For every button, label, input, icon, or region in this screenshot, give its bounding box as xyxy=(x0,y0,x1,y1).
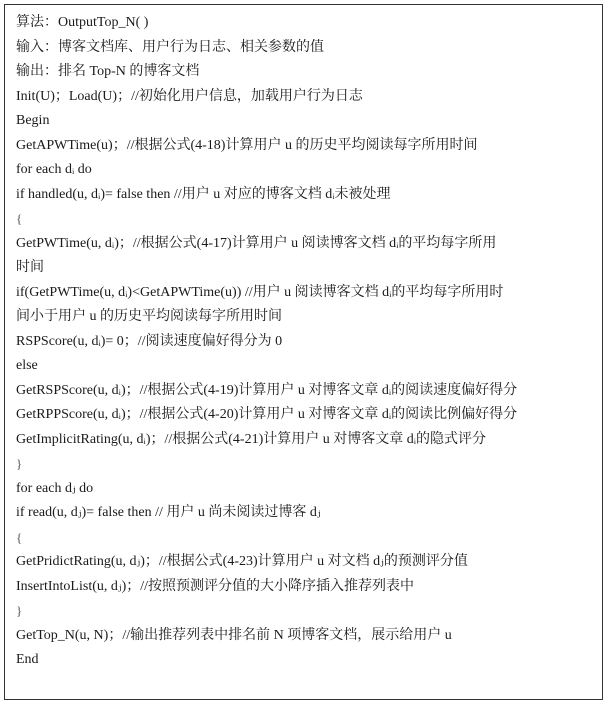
code-line-if-compare: if(GetPWTime(u, dᵢ)<GetAPWTime(u)) //用户 u 阅读博客文档 dᵢ的平均每字所用时 xyxy=(16,284,504,300)
code-line-getpwtime-cont: 时间 xyxy=(16,260,44,275)
code-line-for-each-di: for each dᵢ do xyxy=(16,162,92,177)
algorithm-title: 算法：OutputTop_N( ) xyxy=(16,15,149,30)
code-line-if-compare-cont: 间小于用户 u 的历史平均阅读每字所用时间 xyxy=(16,309,282,324)
code-line-getpridictrating: GetPridictRating(u, dⱼ)；//根据公式(4-23)计算用户 u 对文档 dⱼ的预测评分值 xyxy=(16,554,468,569)
algorithm-input: 输入：博客文档库、用户行为日志、相关参数的值 xyxy=(16,39,324,55)
code-line-rspscore-zero: RSPScore(u, dᵢ)= 0；//阅读速度偏好得分为 0 xyxy=(16,333,283,349)
code-line-begin: Begin xyxy=(16,113,50,128)
code-line-getrspscore: GetRSPScore(u, dᵢ)；//根据公式(4-19)计算用户 u 对博客文章 dᵢ的阅读速度偏好得分 xyxy=(16,382,518,398)
code-line-getpwtime: GetPWTime(u, dᵢ)；//根据公式(4-17)计算用户 u 阅读博客文档 dᵢ的平均每字所用 xyxy=(16,235,497,251)
code-line-open-brace: { xyxy=(16,211,23,226)
code-line-end: End xyxy=(16,652,39,667)
code-line-if-handled: if handled(u, dᵢ)= false then //用户 u 对应的博客文档 dᵢ未被处理 xyxy=(16,186,391,202)
algorithm-box xyxy=(4,4,603,700)
code-line-getimplicitrating: GetImplicitRating(u, dᵢ)；//根据公式(4-21)计算用户 u 对博客文章 dᵢ的隐式评分 xyxy=(16,431,487,447)
code-line-gettop-n: GetTop_N(u, N)；//输出推荐列表中排名前 N 项博客文档，展示给用户 u xyxy=(16,627,452,643)
algorithm-output: 输出：排名 Top-N 的博客文档 xyxy=(16,64,200,79)
code-line-close-brace-2: } xyxy=(16,603,23,618)
code-line-if-read: if read(u, dⱼ)= false then // 用户 u 尚未阅读过博客 dⱼ xyxy=(16,505,321,520)
code-line-getrppscore: GetRPPScore(u, dᵢ)；//根据公式(4-20)计算用户 u 对博客文章 dᵢ的阅读比例偏好得分 xyxy=(16,407,518,422)
code-line-for-each-dj: for each dⱼ do xyxy=(16,480,94,496)
code-line-open-brace-2: { xyxy=(16,529,23,545)
code-line-insertintolist: InsertIntoList(u, dⱼ)；//按照预测评分值的大小降序插入推荐列表中 xyxy=(16,578,415,594)
code-line-close-brace: } xyxy=(16,456,23,471)
code-line-getapwtime: GetAPWTime(u)；//根据公式(4-18)计算用户 u 的历史平均阅读每字所用时间 xyxy=(16,137,478,153)
code-line-else: else xyxy=(16,358,38,373)
code-line-init: Init(U)；Load(U)；//初始化用户信息，加载用户行为日志 xyxy=(16,88,363,104)
